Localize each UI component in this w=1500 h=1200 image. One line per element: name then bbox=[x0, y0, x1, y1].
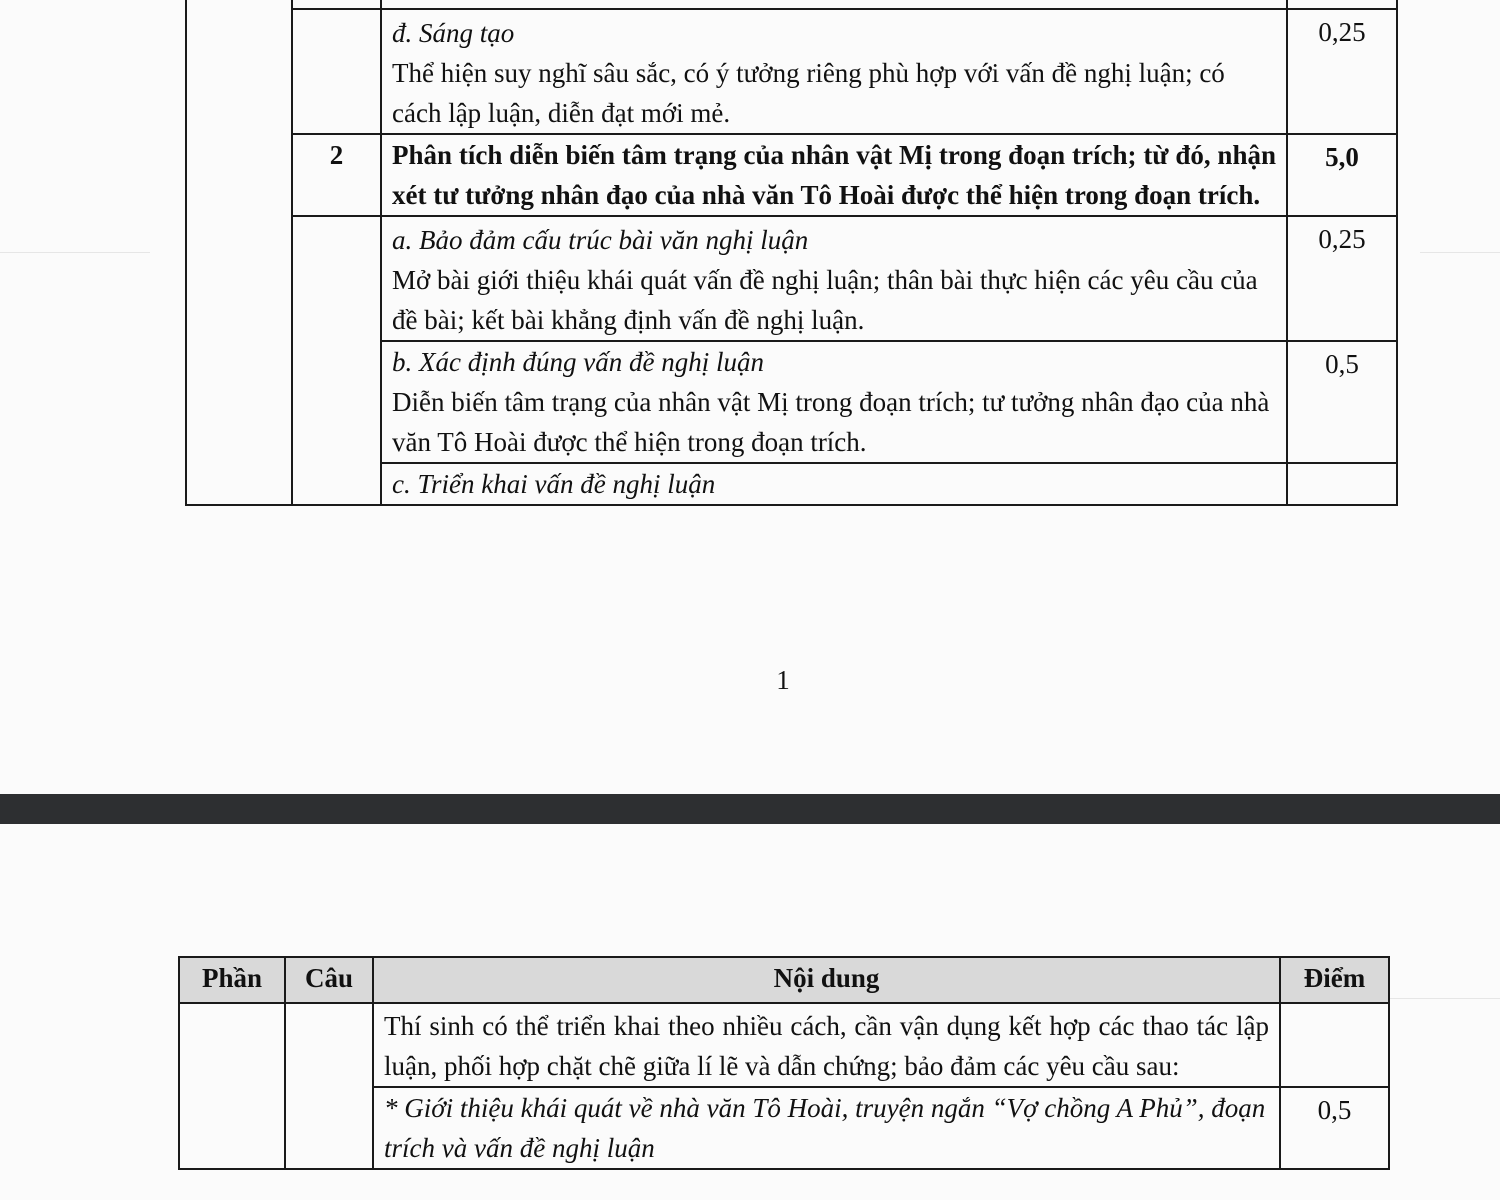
content-cell bbox=[381, 216, 1287, 341]
score-cell: 0,5 bbox=[1287, 341, 1397, 463]
content-cell bbox=[381, 0, 1287, 9]
question-cell bbox=[292, 9, 381, 134]
scan-artifact-line-right bbox=[1420, 252, 1500, 253]
part-cell bbox=[186, 0, 292, 505]
score-cell bbox=[1287, 463, 1397, 505]
table-header-row bbox=[179, 957, 1389, 1003]
score-cell: 0,25 bbox=[1287, 9, 1397, 134]
table-row bbox=[186, 9, 1397, 134]
table-row bbox=[186, 216, 1397, 341]
item-body: Mở bài giới thiệu khái quát vấn đề nghị luận; thân bài thực hiện các yêu cầu của đề bài; kết bài khẳng định vấn đề nghị luận. bbox=[392, 265, 1258, 335]
question-cell bbox=[292, 0, 381, 9]
table-row bbox=[179, 1003, 1389, 1087]
score-cell: 0,5 bbox=[1280, 1087, 1389, 1169]
content-cell bbox=[381, 463, 1287, 505]
item-body: Diễn biến tâm trạng của nhân vật Mị trong đoạn trích; tư tưởng nhân đạo của nhà văn Tô Hoài được thể hiện trong đoạn trích. bbox=[392, 387, 1270, 457]
content-cell bbox=[381, 341, 1287, 463]
content-cell bbox=[373, 1087, 1280, 1169]
score-cell bbox=[1280, 1003, 1389, 1087]
item-heading: b. Xác định đúng vấn đề nghị luận bbox=[392, 347, 764, 377]
content-cell bbox=[373, 1003, 1280, 1087]
score-cell bbox=[1287, 0, 1397, 9]
content-cell bbox=[381, 134, 1287, 216]
score-cell: 5,0 bbox=[1287, 134, 1397, 216]
part-cell bbox=[179, 1003, 285, 1169]
header-content: Nội dung bbox=[373, 957, 1280, 1003]
item-body: Thí sinh có thể triển khai theo nhiều cách, cần vận dụng kết hợp các thao tác lập luận, phối hợp chặt chẽ giữa lí lẽ và dẫn chứng; bảo đảm các yêu cầu sau: bbox=[384, 1011, 1269, 1081]
item-heading: đ. Sáng tạo bbox=[392, 18, 515, 48]
question-cell bbox=[285, 1003, 373, 1169]
header-score: Điểm bbox=[1280, 957, 1389, 1003]
item-heading: c. Triển khai vấn đề nghị luận bbox=[392, 469, 716, 499]
item-heading: * Giới thiệu khái quát về nhà văn Tô Hoài, truyện ngắn “Vợ chồng A Phủ”, đoạn trích và vấn đề nghị luận bbox=[384, 1093, 1266, 1163]
question-prompt: Phân tích diễn biến tâm trạng của nhân vật Mị trong đoạn trích; từ đó, nhận xét tư tưởng nhân đạo của nhà văn Tô Hoài được thể hiện trong đoạn trích. bbox=[392, 140, 1276, 210]
question-cell bbox=[292, 216, 381, 505]
page-separator bbox=[0, 794, 1500, 824]
header-part: Phần bbox=[179, 957, 285, 1003]
table-row bbox=[186, 0, 1397, 9]
score-cell: 0,25 bbox=[1287, 216, 1397, 341]
question-number: 2 bbox=[292, 134, 381, 216]
grading-table-bottom bbox=[178, 956, 1390, 1170]
item-body: Thể hiện suy nghĩ sâu sắc, có ý tưởng riêng phù hợp với vấn đề nghị luận; có cách lập luận, diễn đạt mới mẻ. bbox=[392, 58, 1225, 128]
page-number: 1 bbox=[776, 665, 790, 695]
table-row bbox=[186, 134, 1397, 216]
item-heading: a. Bảo đảm cấu trúc bài văn nghị luận bbox=[392, 225, 809, 255]
content-cell bbox=[381, 9, 1287, 134]
scan-artifact-line bbox=[1390, 998, 1500, 999]
header-question: Câu bbox=[285, 957, 373, 1003]
scan-artifact-line-left bbox=[0, 252, 150, 253]
grading-table-top bbox=[185, 0, 1398, 506]
document-page-bottom bbox=[0, 824, 1500, 1200]
